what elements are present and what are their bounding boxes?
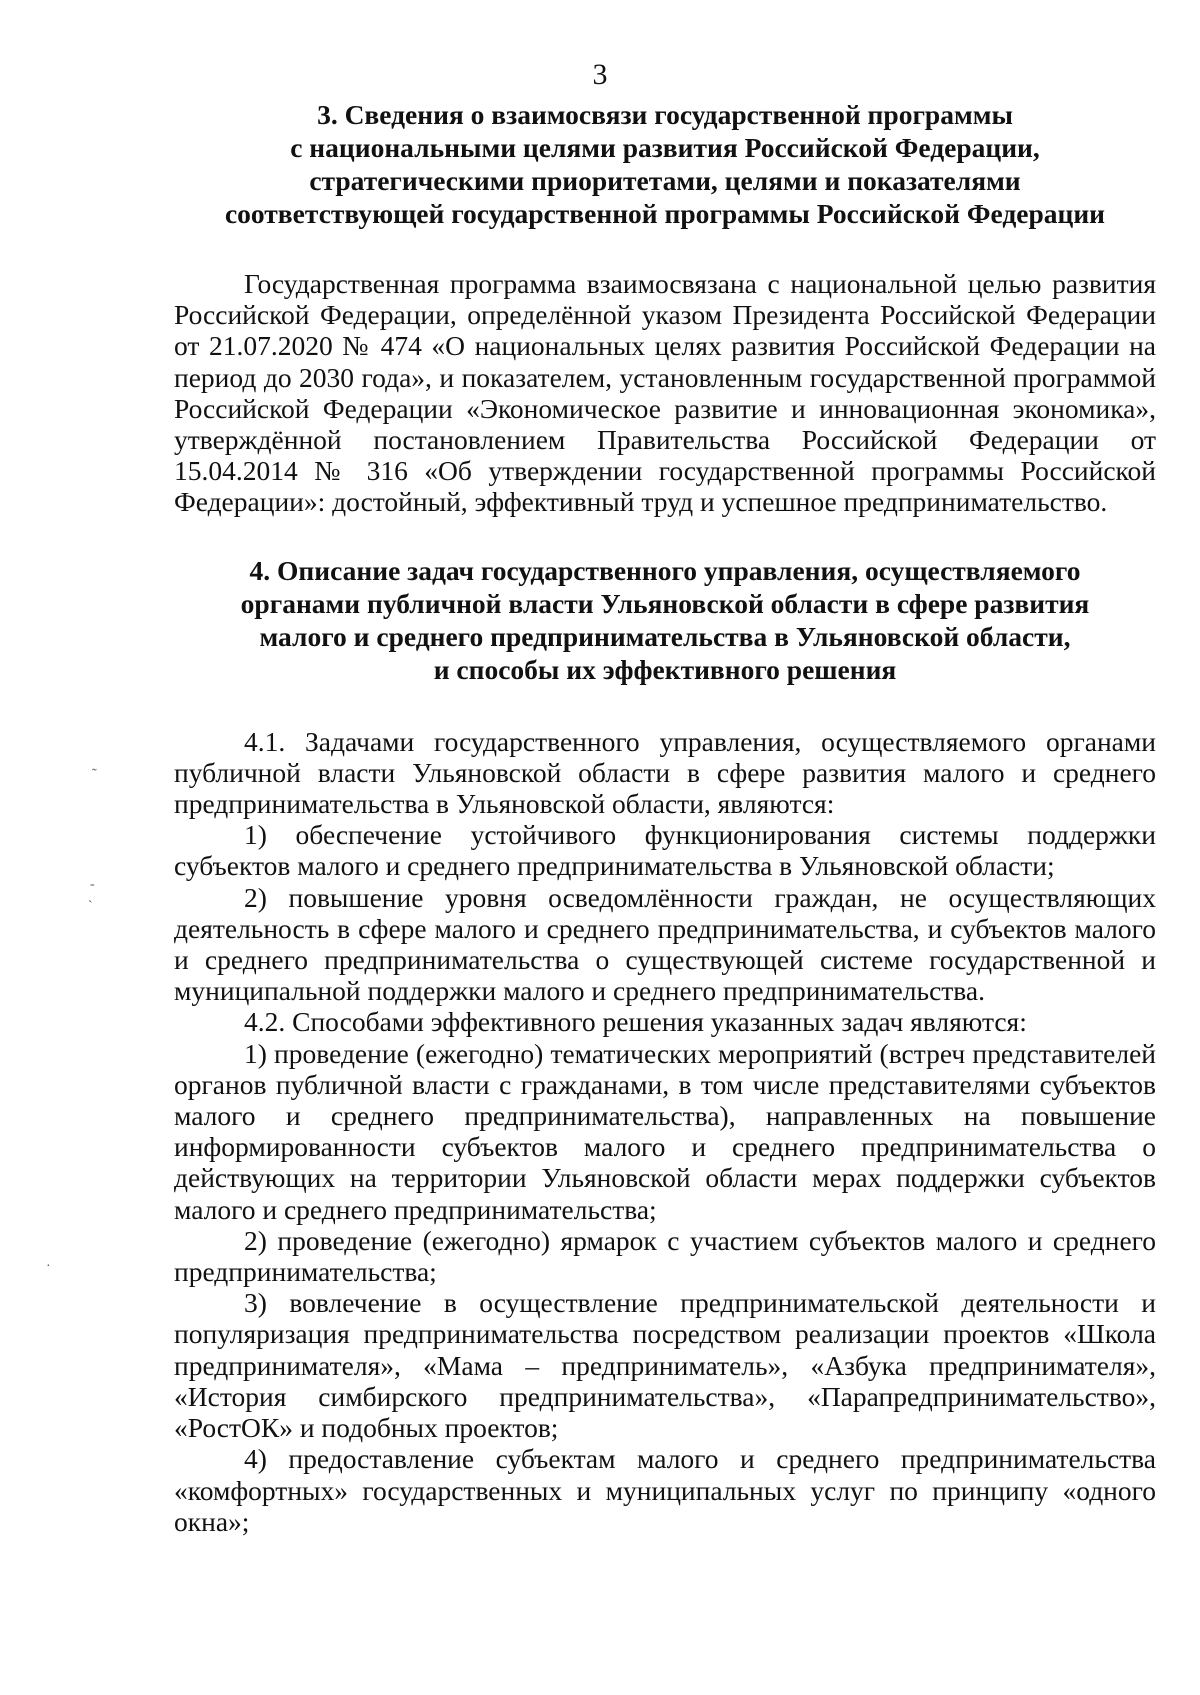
scan-speck: ˜ (92, 767, 97, 782)
scan-speck: - (90, 877, 95, 892)
section-4-heading (174, 554, 1156, 686)
list-item: 3) вовлечение в осуществление предпринимательской деятельности и популяризация предпринимательства посредством реализации проектов «Школа предпринимателя», «Мама – предприниматель», «Азбука предпринимателя», «История симбирского предпринимательства», «Парапредпринимательство», «РостОК» и подобных проектов; (174, 1287, 1156, 1444)
section-3-heading (174, 98, 1156, 230)
list-item: 1) проведение (ежегодно) тематических мероприятий (встреч представителей органов публичной власти с гражданами, в том числе представителями субъектов малого и среднего предпринимательства), направленных на повышение информированности субъектов малого и среднего предпринимательства о действующих на территории Ульяновской области мерах поддержки субъектов малого и среднего предпринимательства; (174, 1037, 1156, 1225)
section-3-paragraph: Государственная программа взаимосвязана с национальной целью развития Российской Федерации, определённой указом Президента Российской Федерации от 21.07.2020 № 474 «О национальных целях развития Российской Федерации на период до 2030 года», и показателем, установленным государственной программой Российской Федерации «Экономическое развитие и инновационная экономика», утверждённой постановлением Правительства Российской Федерации от 15.04.2014 № 316 «Об утверждении государственной программы Российской Федерации»: достойный, эффективный труд и успешное предпринимательство. (174, 268, 1156, 518)
paragraph-4-2: 4.2. Способами эффективного решения указанных задач являются: (244, 1006, 1027, 1038)
paragraph-4-1: 4.1. Задачами государственного управления, осуществляемого органами публичной власти Ульяновской области в сфере развития малого и среднего предпринимательства в Ульяновской области, являются: (174, 725, 1156, 820)
page-number: 3 (592, 58, 608, 91)
heading-line: 3. Сведения о взаимосвязи государственной программы (317, 99, 1013, 130)
list-item: 2) проведение (ежегодно) ярмарок с участием субъектов малого и среднего предпринимательства; (174, 1224, 1156, 1288)
heading-line: 4. Описание задач государственного управления, осуществляемого (249, 554, 1081, 586)
list-item: 1) обеспечение устойчивого функционирования системы поддержки субъектов малого и среднего предпринимательства в Ульяновской области; (174, 819, 1156, 882)
list-item: 4) предоставление субъектам малого и среднего предпринимательства «комфортных» государственных и муниципальных услуг по принципу «одного окна»; (174, 1443, 1156, 1537)
heading-line: и способы их эффективного решения (433, 653, 897, 685)
document-body (174, 98, 1156, 1537)
scan-speck: · (46, 1259, 51, 1274)
heading-line: органами публичной власти Ульяновской области в сфере развития (240, 587, 1090, 619)
heading-line: стратегическими приоритетами, целями и показателями (309, 165, 1021, 196)
heading-line: соответствующей государственной программы Российской Федерации (224, 198, 1106, 229)
heading-line: малого и среднего предпринимательства в Ульяновской области, (259, 620, 1071, 652)
scan-speck: ˋ (88, 899, 93, 914)
heading-line: с национальными целями развития Российской Федерации, (290, 132, 1040, 163)
list-item: 2) повышение уровня осведомлённости граждан, не осуществляющих деятельность в сфере малого и среднего предпринимательства, и субъектов малого и среднего предпринимательства о существующей системе государственной и муниципальной поддержки малого и среднего предпринимательства. (174, 881, 1156, 1007)
